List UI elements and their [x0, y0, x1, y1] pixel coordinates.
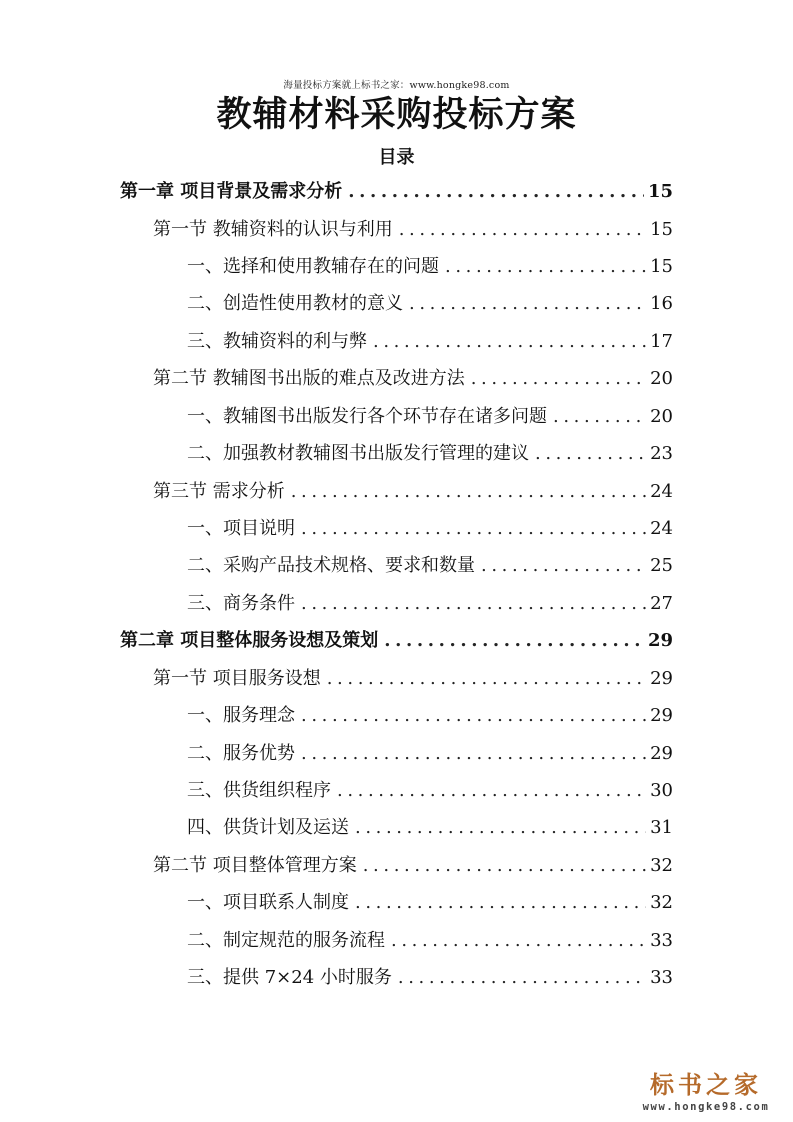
- toc-entry-page: 31: [650, 817, 673, 838]
- toc-entry-page: 15: [647, 181, 673, 202]
- toc-entry-page: 32: [650, 892, 673, 913]
- toc-leader-dots: [445, 249, 646, 285]
- toc-entry-section[interactable]: [153, 361, 673, 397]
- toc-entry-label: 三、提供 7×24 小时服务: [187, 967, 392, 988]
- toc-entry-label: 一、选择和使用教辅存在的问题: [187, 256, 439, 277]
- toc-entry-label: 第一章 项目背景及需求分析: [120, 181, 343, 202]
- header-note: 海量投标方案就上标书之家：www.hongke98.com: [283, 80, 510, 91]
- toc-entry-label: 第二节 项目整体管理方案: [153, 855, 357, 876]
- toc-entry-label: 第一节 教辅资料的认识与利用: [153, 219, 393, 240]
- toc-entry-label: 二、加强教材教辅图书出版发行管理的建议: [187, 443, 529, 464]
- toc-entry-subsection[interactable]: [187, 698, 673, 734]
- toc-entry-subsection[interactable]: [187, 324, 673, 360]
- toc-entry-page: 15: [650, 219, 673, 240]
- toc-leader-dots: [337, 773, 646, 809]
- toc-leader-dots: [355, 810, 646, 846]
- brand-watermark: [631, 1070, 781, 1114]
- toc-leader-dots: [373, 324, 646, 360]
- toc-entry-subsection[interactable]: [187, 586, 673, 622]
- toc-entry-page: 29: [647, 630, 673, 651]
- document-title: 教辅材料采购投标方案: [216, 94, 577, 135]
- brand-logo-text: 标书之家: [650, 1071, 762, 1099]
- toc-entry-page: 15: [650, 256, 673, 277]
- toc-entry-page: 33: [650, 967, 673, 988]
- toc-entry-subsection[interactable]: [187, 249, 673, 285]
- toc-entry-label: 二、制定规范的服务流程: [187, 930, 385, 951]
- toc-entry-subsection[interactable]: [187, 399, 673, 435]
- toc-entry-subsection[interactable]: [187, 960, 673, 996]
- toc-leader-dots: [301, 736, 646, 772]
- toc-leader-dots: [481, 548, 646, 584]
- toc-entry-label: 第一节 项目服务设想: [153, 668, 321, 689]
- toc-leader-dots: [409, 286, 646, 322]
- toc-entry-subsection[interactable]: [187, 923, 673, 959]
- toc-entry-subsection[interactable]: [187, 810, 673, 846]
- toc-entry-label: 一、项目说明: [187, 518, 295, 539]
- toc-entry-label: 四、供货计划及运送: [187, 817, 349, 838]
- toc-entry-label: 二、采购产品技术规格、要求和数量: [187, 555, 475, 576]
- toc-entry-label: 第三节 需求分析: [153, 481, 285, 502]
- toc-entry-label: 一、教辅图书出版发行各个环节存在诸多问题: [187, 406, 547, 427]
- toc-leader-dots: [355, 885, 646, 921]
- toc-leader-dots: [399, 212, 646, 248]
- toc-leader-dots: [535, 436, 646, 472]
- toc-leader-dots: [301, 698, 646, 734]
- toc-entry-subsection[interactable]: [187, 885, 673, 921]
- toc-entry-subsection[interactable]: [187, 511, 673, 547]
- toc-entry-section[interactable]: [153, 212, 673, 248]
- toc-entry-subsection[interactable]: [187, 436, 673, 472]
- toc-entry-page: 17: [650, 331, 673, 352]
- toc-leader-dots: [327, 661, 646, 697]
- toc-leader-dots: [553, 399, 646, 435]
- toc-entry-section[interactable]: [153, 848, 673, 884]
- toc-entry-chapter-1[interactable]: [120, 174, 673, 210]
- toc-entry-label: 第二节 教辅图书出版的难点及改进方法: [153, 368, 465, 389]
- toc-entry-section[interactable]: [153, 474, 673, 510]
- toc-entry-chapter-2[interactable]: [120, 623, 673, 659]
- toc-entry-label: 一、项目联系人制度: [187, 892, 349, 913]
- toc-entry-page: 29: [650, 705, 673, 726]
- toc-entry-page: 29: [650, 668, 673, 689]
- toc-entry-page: 16: [650, 293, 673, 314]
- toc-entry-page: 24: [650, 518, 673, 539]
- toc-leader-dots: [398, 960, 646, 996]
- toc-entry-label: 二、创造性使用教材的意义: [187, 293, 403, 314]
- toc-entry-label: 三、商务条件: [187, 593, 295, 614]
- toc-entry-page: 27: [650, 593, 673, 614]
- toc-leader-dots: [291, 474, 646, 510]
- toc-entry-subsection[interactable]: [187, 286, 673, 322]
- toc-entry-section[interactable]: [153, 661, 673, 697]
- toc-entry-label: 三、供货组织程序: [187, 780, 331, 801]
- toc-leader-dots: [301, 586, 646, 622]
- toc-entry-page: 29: [650, 743, 673, 764]
- toc-entry-label: 二、服务优势: [187, 743, 295, 764]
- toc-entry-subsection[interactable]: [187, 548, 673, 584]
- toc-entry-page: 30: [650, 780, 673, 801]
- toc-leader-dots: [363, 848, 646, 884]
- toc-entry-page: 32: [650, 855, 673, 876]
- brand-url: www.hongke98.com: [642, 1101, 770, 1113]
- toc-entry-label: 第二章 项目整体服务设想及策划: [120, 630, 379, 651]
- toc-leader-dots: [384, 623, 644, 659]
- toc-entry-page: 25: [650, 555, 673, 576]
- toc-entry-page: 20: [650, 406, 673, 427]
- toc-entry-page: 20: [650, 368, 673, 389]
- toc-leader-dots: [471, 361, 646, 397]
- toc-heading: 目录: [378, 147, 415, 168]
- toc-entry-label: 一、服务理念: [187, 705, 295, 726]
- toc-entry-page: 24: [650, 481, 673, 502]
- toc-entry-label: 三、教辅资料的利与弊: [187, 331, 367, 352]
- toc-entry-subsection[interactable]: [187, 773, 673, 809]
- toc-leader-dots: [301, 511, 646, 547]
- toc-leader-dots: [348, 174, 644, 210]
- toc-entry-page: 23: [650, 443, 673, 464]
- toc-leader-dots: [391, 923, 646, 959]
- toc-entry-page: 33: [650, 930, 673, 951]
- toc-entry-subsection[interactable]: [187, 736, 673, 772]
